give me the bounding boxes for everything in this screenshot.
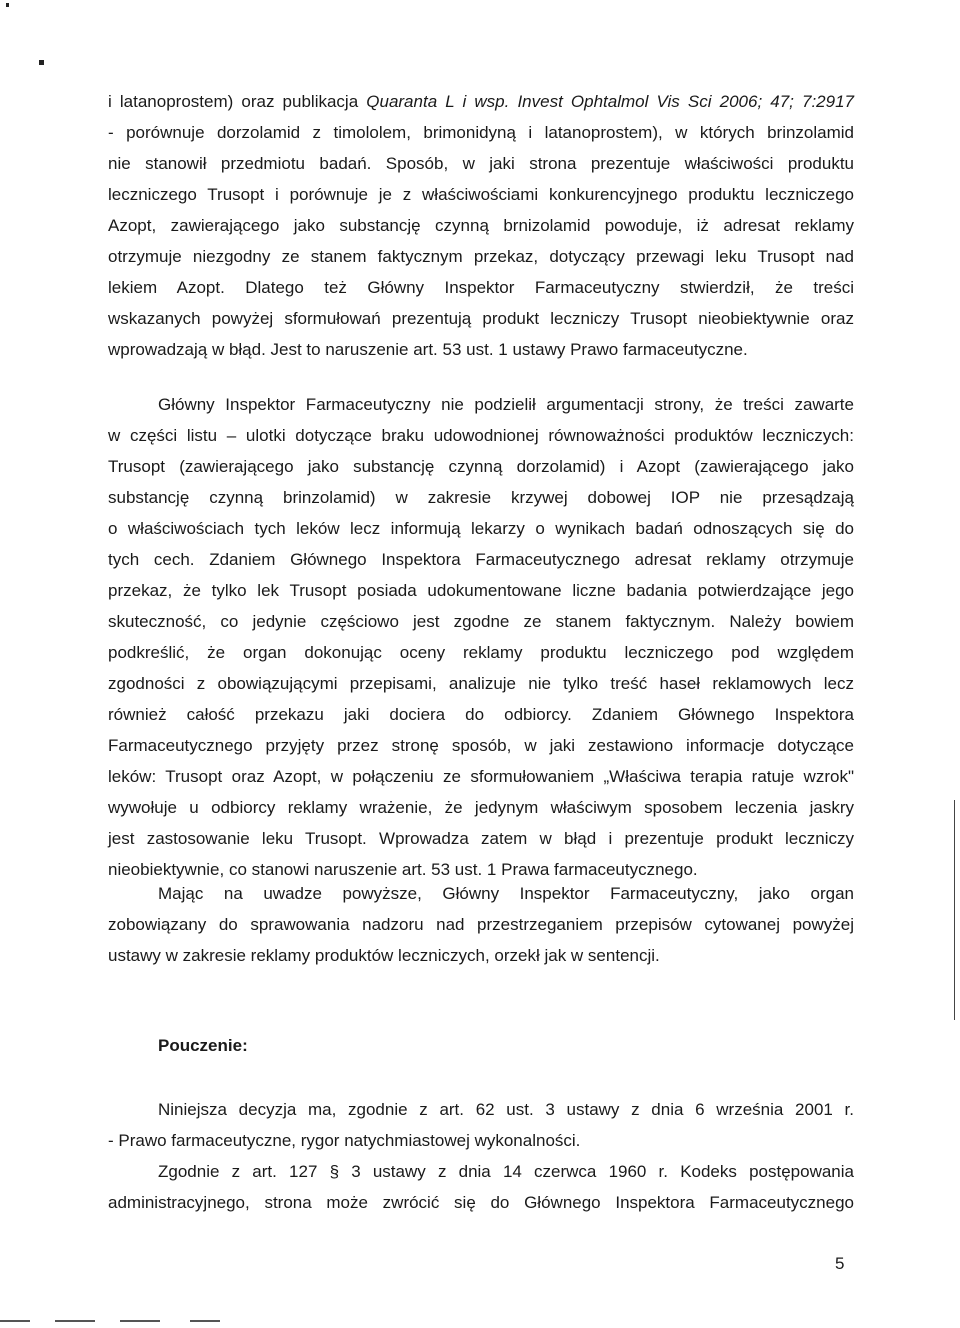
- text-line: Farmaceutycznego przyjęty przez stronę sposób, w jaki zestawiono informacje dotyczące: [108, 736, 854, 755]
- text-line: wskazanych powyżej sformułowań prezentują produkt leczniczy Trusopt nieobiektywnie oraz: [108, 309, 854, 328]
- text-line: administracyjnego, strona może zwrócić się do Głównego Inspektora Farmaceutycznego: [108, 1193, 854, 1212]
- text-line: wprowadzają w błąd. Jest to naruszenie art. 53 ust. 1 ustawy Prawo farmaceutyczne.: [108, 340, 748, 359]
- text-line: otrzymuje niezgodny ze stanem faktycznym przekaz, dotyczący przewagi leku Trusopt nad: [108, 247, 854, 266]
- page-number: 5: [835, 1254, 845, 1273]
- paragraph-4: [108, 1094, 854, 1218]
- text-line: tych cech. Zdaniem Głównego Inspektora Farmaceutycznego adresat reklamy otrzymuje: [108, 550, 854, 569]
- text-line: podkreślić, że organ dokonując oceny reklamy produktu leczniczego pod względem: [108, 643, 854, 662]
- text-line: - Prawo farmaceutyczne, rygor natychmiastowej wykonalności.: [108, 1131, 581, 1150]
- paragraph-3: [108, 878, 854, 971]
- text-line: w części listu – ulotki dotyczące braku udowodnionej równoważności produktów leczniczych:: [108, 426, 854, 445]
- text-line: skuteczność, co jedynie częściowo jest zgodne ze stanem faktycznym. Należy bowiem: [108, 612, 854, 631]
- scan-speck: [39, 60, 44, 65]
- scan-edge-line: [954, 800, 955, 1020]
- text-line: nie stanowił przedmiotu badań. Sposób, w jaki strona prezentuje właściwości produktu: [108, 154, 854, 173]
- paragraph-1: [108, 86, 854, 365]
- text-line: leków: Trusopt oraz Azopt, w połączeniu ze sformułowaniem „Właściwa terapia ratuje wzrok": [108, 767, 854, 786]
- scan-bottom-marks: [0, 1318, 960, 1324]
- text-line: zgodności z obowiązującymi przepisami, analizuje nie tylko treść haseł reklamowych lecz: [108, 674, 854, 693]
- text-line: Główny Inspektor Farmaceutyczny nie podzielił argumentacji strony, że treści zawarte: [158, 395, 854, 414]
- text-line: nieobiektywnie, co stanowi naruszenie art. 53 ust. 1 Prawa farmaceutycznego.: [108, 860, 698, 879]
- text-line: wywołuje u odbiorcy reklamy wrażenie, że jedynym właściwym sposobem leczenia jaskry: [108, 798, 854, 817]
- text-line: zobowiązany do sprawowania nadzoru nad przestrzeganiem przepisów cytowanej powyżej: [108, 915, 854, 934]
- text-line: Mając na uwadze powyższe, Główny Inspektor Farmaceutyczny, jako organ: [158, 884, 854, 903]
- text-line: Niniejsza decyzja ma, zgodnie z art. 62 ust. 3 ustawy z dnia 6 września 2001 r.: [158, 1100, 854, 1119]
- text-line: jest zastosowanie leku Trusopt. Wprowadza zatem w błąd i prezentuje produkt leczniczy: [108, 829, 854, 848]
- text-line: substancję czynną brinzolamid) w zakresie krzywej dobowej IOP nie przesądzają: [108, 488, 854, 507]
- text-line: o właściwościach tych leków lecz informują lekarzy o wynikach badań odnoszących się do: [108, 519, 854, 538]
- text-line: i latanoprostem) oraz publikacja Quaranta L i wsp. Invest Ophtalmol Vis Sci 2006; 47; 7:2917: [108, 92, 855, 111]
- text-line: - porównuje dorzolamid z timololem, brimonidyną i latanoprostem), w których brinzolamid: [108, 123, 854, 142]
- text-line: ustawy w zakresie reklamy produktów leczniczych, orzekł jak w sentencji.: [108, 946, 660, 965]
- section-heading: Pouczenie:: [158, 1036, 248, 1055]
- text-line: przekaz, że tylko lek Trusopt posiada udokumentowane liczne badania potwierdzające jego: [108, 581, 854, 600]
- text-line: również całość przekazu jaki dociera do odbiorcy. Zdaniem Głównego Inspektora: [108, 705, 854, 724]
- text-line: lekiem Azopt. Dlatego też Główny Inspektor Farmaceutyczny stwierdził, że treści: [108, 278, 854, 297]
- text-line: leczniczego Trusopt i porównuje je z właściwościami konkurencyjnego produktu leczniczego: [108, 185, 854, 204]
- text-line: Azopt, zawierającego jako substancję czynną brnizolamid powoduje, iż adresat reklamy: [108, 216, 854, 235]
- scan-speck: [6, 3, 9, 7]
- text-line: Zgodnie z art. 127 § 3 ustawy z dnia 14 czerwca 1960 r. Kodeks postępowania: [158, 1162, 854, 1181]
- text-line: Trusopt (zawierającego jako substancję czynną dorzolamid) i Azopt (zawierającego jako: [108, 457, 854, 476]
- paragraph-2: [108, 389, 854, 885]
